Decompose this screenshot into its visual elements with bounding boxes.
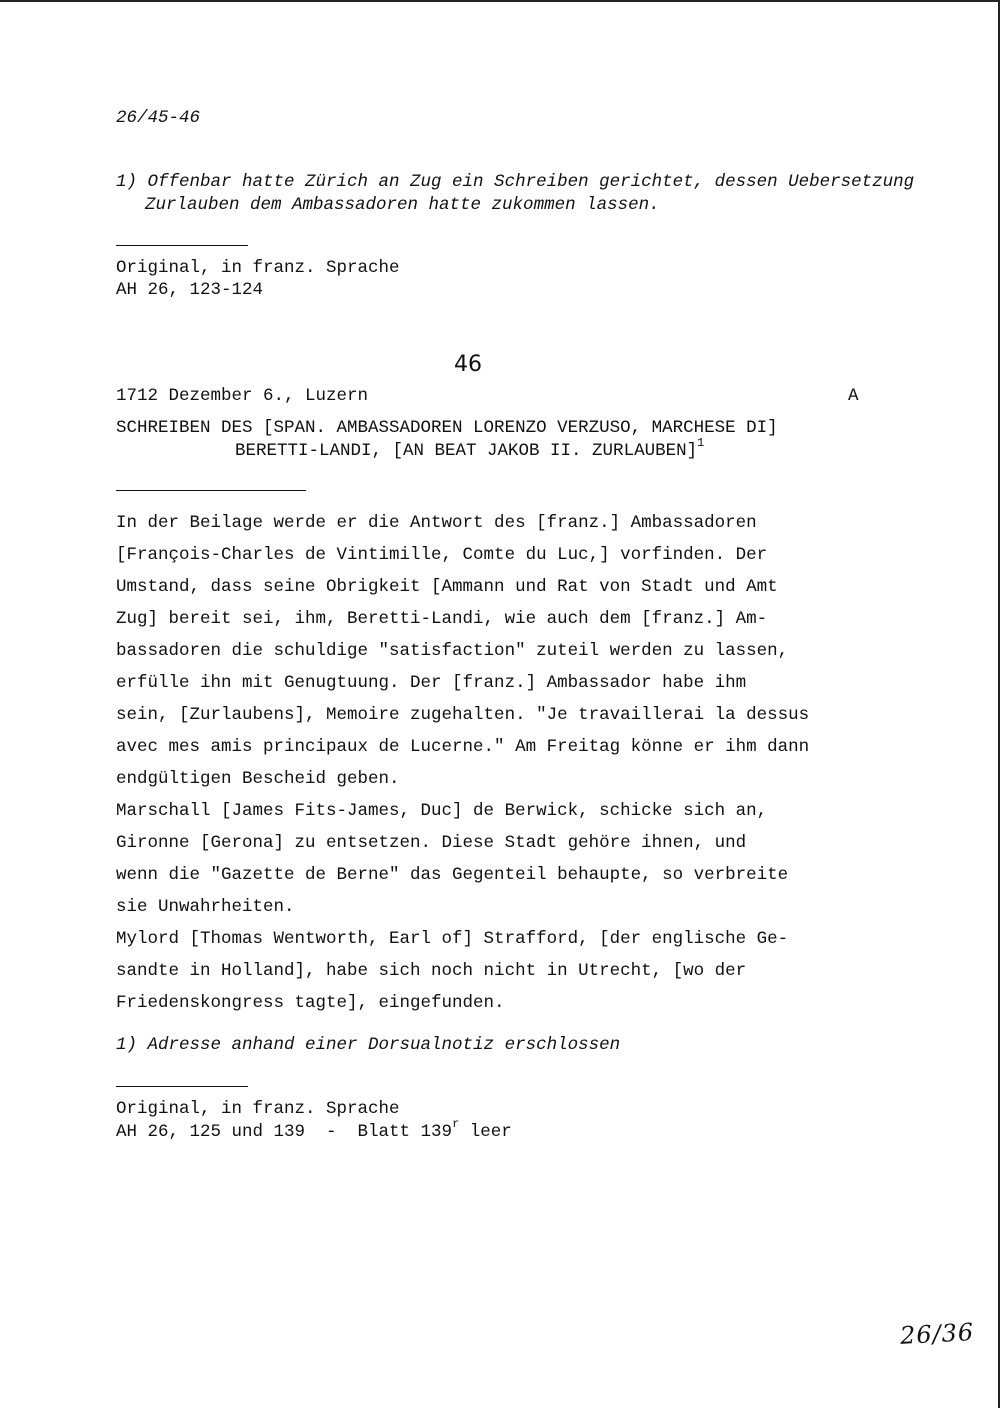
body-line: sein, [Zurlaubens], Memoire zugehalten. "Je travaillerai la dessus — [116, 705, 810, 725]
document-footnote: 1) Adresse anhand einer Dorsualnotiz erschlossen — [116, 1035, 621, 1055]
document-title-line2 — [235, 436, 705, 462]
previous-footnote-line1: 1) Offenbar hatte Zürich an Zug ein Schreiben gerichtet, dessen Uebersetzung — [116, 172, 915, 192]
divider-rule — [116, 490, 306, 491]
recto-mark: r — [452, 1117, 460, 1131]
previous-source-line2: AH 26, 123-124 — [116, 280, 264, 300]
source-line2-text: AH 26, 125 und 139 - Blatt 139 — [116, 1122, 453, 1142]
previous-footnote-line2: Zurlauben dem Ambassadoren hatte zukommen lassen. — [145, 195, 660, 215]
source-line2 — [116, 1117, 512, 1143]
document-date-place: 1712 Dezember 6., Luzern — [116, 386, 369, 406]
body-line: Marschall [James Fits-James, Duc] de Berwick, schicke sich an, — [116, 801, 768, 821]
previous-source-line1: Original, in franz. Sprache — [116, 258, 400, 278]
page-reference: 26/45-46 — [116, 108, 201, 128]
body-line: Zug] bereit sei, ihm, Beretti-Landi, wie auch dem [franz.] Am- — [116, 609, 768, 629]
body-line: Friedenskongress tagte], eingefunden. — [116, 993, 505, 1013]
body-line: endgültigen Bescheid geben. — [116, 769, 400, 789]
document-title-line1: SCHREIBEN DES [SPAN. AMBASSADOREN LORENZO VERZUSO, MARCHESE DI] — [116, 418, 778, 438]
document-grade: A — [848, 386, 859, 406]
body-line: [François-Charles de Vintimille, Comte du Luc,] vorfinden. Der — [116, 545, 768, 565]
body-line: sie Unwahrheiten. — [116, 897, 295, 917]
document-title-line2-text: BERETTI-LANDI, [AN BEAT JAKOB II. ZURLAUBEN] — [235, 441, 698, 461]
divider-rule — [116, 1086, 248, 1087]
source-line1: Original, in franz. Sprache — [116, 1099, 400, 1119]
body-line: Gironne [Gerona] zu entsetzen. Diese Stadt gehöre ihnen, und — [116, 833, 747, 853]
handwritten-archive-number: 26/36 — [899, 1318, 975, 1350]
body-line: In der Beilage werde er die Antwort des [franz.] Ambassadoren — [116, 513, 757, 533]
scan-edge-top — [0, 0, 1000, 2]
source-line2-suffix: leer — [459, 1122, 512, 1142]
divider-rule — [116, 245, 248, 246]
footnote-mark: 1 — [697, 436, 705, 450]
body-line: Umstand, dass seine Obrigkeit [Ammann und Rat von Stadt und Amt — [116, 577, 778, 597]
body-line: Mylord [Thomas Wentworth, Earl of] Strafford, [der englische Ge- — [116, 929, 789, 949]
body-line: erfülle ihn mit Genugtuung. Der [franz.] Ambassador habe ihm — [116, 673, 747, 693]
body-line: wenn die "Gazette de Berne" das Gegenteil behaupte, so verbreite — [116, 865, 789, 885]
body-line: sandte in Holland], habe sich noch nicht in Utrecht, [wo der — [116, 961, 747, 981]
body-line: bassadoren die schuldige "satisfaction" zuteil werden zu lassen, — [116, 641, 789, 661]
document-number: 46 — [454, 352, 482, 377]
body-line: avec mes amis principaux de Lucerne." Am Freitag könne er ihm dann — [116, 737, 810, 757]
